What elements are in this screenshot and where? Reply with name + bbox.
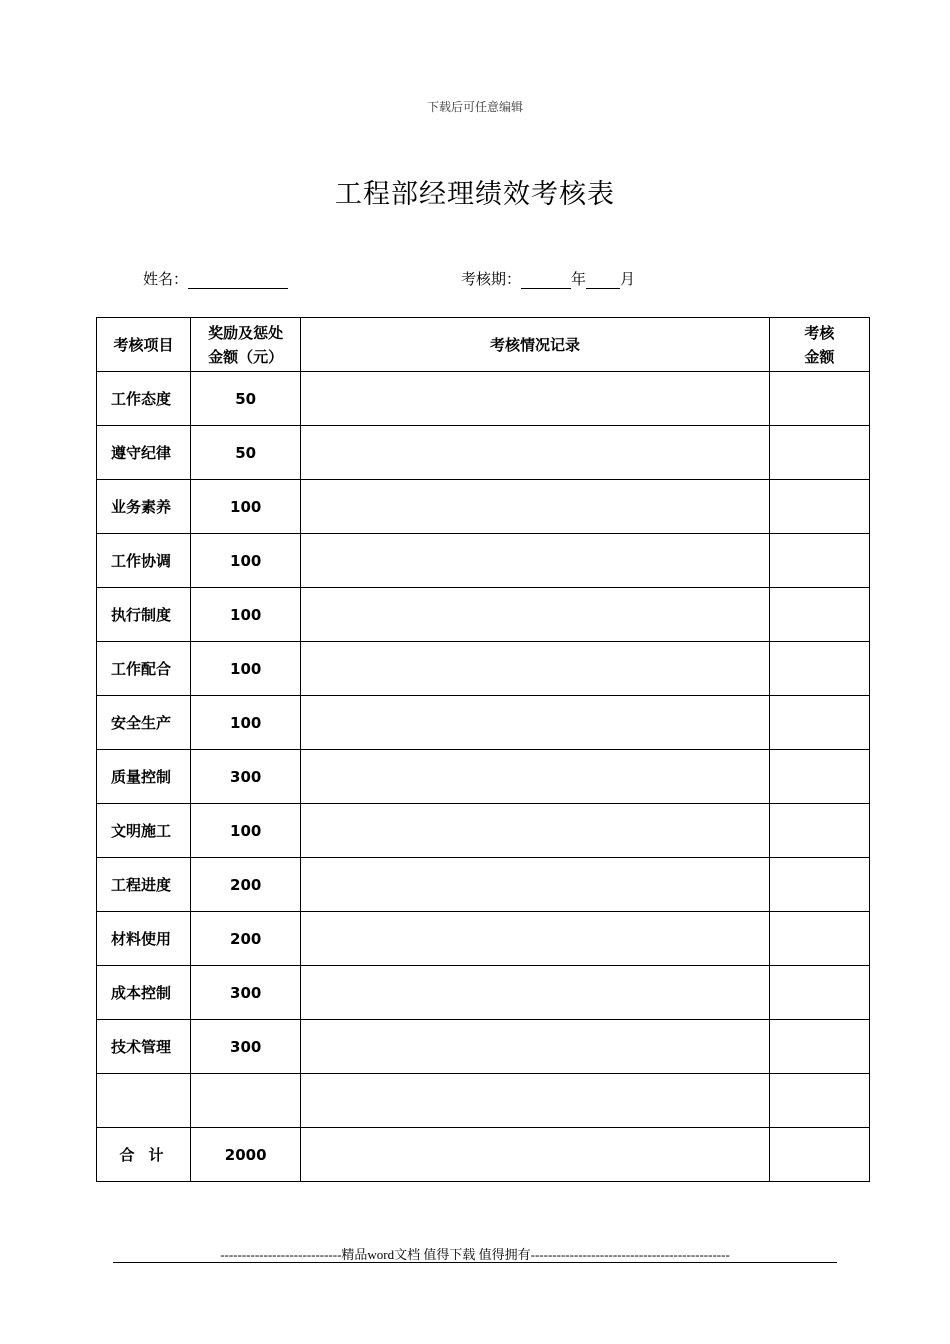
period-label: 考核期：: [461, 270, 522, 288]
table-row: [97, 912, 870, 966]
score-cell[interactable]: [769, 750, 869, 804]
footer-text: ----------------------------精品word文档 值得下载 值得拥有----------------------------------------------: [220, 1247, 730, 1262]
amount-cell: 300: [191, 1020, 301, 1074]
header-item: 考核项目: [97, 318, 191, 372]
record-cell[interactable]: [301, 1020, 770, 1074]
score-cell[interactable]: [769, 372, 869, 426]
amount-cell: 100: [191, 588, 301, 642]
info-row: [0, 268, 950, 292]
item-cell: 材料使用: [97, 912, 191, 966]
record-cell[interactable]: [301, 858, 770, 912]
item-cell: 技术管理: [97, 1020, 191, 1074]
header-note: 下载后可任意编辑: [426, 100, 523, 114]
record-cell[interactable]: [301, 750, 770, 804]
header-amount-line1: 奖励及惩处: [208, 323, 284, 342]
item-cell: 文明施工: [97, 804, 191, 858]
item-cell: 安全生产: [97, 696, 191, 750]
table-row: [97, 426, 870, 480]
amount-cell: 100: [191, 534, 301, 588]
record-cell[interactable]: [301, 534, 770, 588]
name-field-group: [143, 268, 288, 289]
item-cell: 工作协调: [97, 534, 191, 588]
record-cell[interactable]: [301, 912, 770, 966]
table-row: [97, 696, 870, 750]
total-amount: 2000: [191, 1128, 301, 1182]
record-cell[interactable]: [301, 804, 770, 858]
amount-cell: 300: [191, 966, 301, 1020]
table-header-row: [97, 318, 870, 372]
score-cell[interactable]: [769, 912, 869, 966]
amount-cell: 100: [191, 642, 301, 696]
item-cell[interactable]: [97, 1074, 191, 1128]
header-record: 考核情况记录: [301, 318, 770, 372]
name-label: 姓名：: [143, 270, 189, 288]
year-label: 年: [571, 270, 587, 288]
table-row: [97, 534, 870, 588]
total-row: [97, 1128, 870, 1182]
record-cell[interactable]: [301, 1074, 770, 1128]
amount-cell: 300: [191, 750, 301, 804]
header-amount: [191, 318, 301, 372]
record-cell[interactable]: [301, 966, 770, 1020]
record-cell[interactable]: [301, 480, 770, 534]
score-cell[interactable]: [769, 642, 869, 696]
score-cell[interactable]: [769, 858, 869, 912]
record-cell[interactable]: [301, 696, 770, 750]
score-cell[interactable]: [769, 966, 869, 1020]
table-row: [97, 372, 870, 426]
total-label: 合计: [97, 1128, 191, 1182]
item-cell: 工程进度: [97, 858, 191, 912]
item-cell: 遵守纪律: [97, 426, 191, 480]
amount-cell: 100: [191, 480, 301, 534]
score-cell[interactable]: [769, 480, 869, 534]
record-cell[interactable]: [301, 588, 770, 642]
record-cell[interactable]: [301, 426, 770, 480]
item-cell: 工作态度: [97, 372, 191, 426]
table-row: [97, 642, 870, 696]
amount-cell: 100: [191, 804, 301, 858]
total-score-cell[interactable]: [769, 1128, 869, 1182]
year-blank[interactable]: [521, 272, 571, 289]
score-cell[interactable]: [769, 1020, 869, 1074]
table-row: [97, 804, 870, 858]
table-row-empty: [97, 1074, 870, 1128]
header-score: [769, 318, 869, 372]
header-amount-line2: 金额（元）: [208, 347, 284, 366]
record-cell[interactable]: [301, 642, 770, 696]
score-cell[interactable]: [769, 534, 869, 588]
amount-cell: 50: [191, 426, 301, 480]
header-score-line1: 考核: [804, 323, 835, 342]
page-title: 工程部经理绩效考核表: [335, 179, 615, 210]
table-row: [97, 966, 870, 1020]
table-row: [97, 1020, 870, 1074]
score-cell[interactable]: [769, 1074, 869, 1128]
amount-cell[interactable]: [191, 1074, 301, 1128]
name-blank[interactable]: [188, 272, 288, 289]
footer-divider: [113, 1262, 837, 1263]
amount-cell: 200: [191, 858, 301, 912]
review-table: [96, 317, 870, 1182]
table-row: [97, 480, 870, 534]
header-score-line2: 金额: [804, 347, 835, 366]
item-cell: 质量控制: [97, 750, 191, 804]
item-cell: 工作配合: [97, 642, 191, 696]
table-row: [97, 858, 870, 912]
table-row: [97, 588, 870, 642]
amount-cell: 100: [191, 696, 301, 750]
item-cell: 执行制度: [97, 588, 191, 642]
score-cell[interactable]: [769, 804, 869, 858]
item-cell: 业务素养: [97, 480, 191, 534]
score-cell[interactable]: [769, 426, 869, 480]
item-cell: 成本控制: [97, 966, 191, 1020]
period-field-group: [461, 268, 635, 289]
record-cell[interactable]: [301, 372, 770, 426]
month-label: 月: [620, 270, 636, 288]
month-blank[interactable]: [586, 272, 620, 289]
table-row: [97, 750, 870, 804]
score-cell[interactable]: [769, 588, 869, 642]
amount-cell: 200: [191, 912, 301, 966]
amount-cell: 50: [191, 372, 301, 426]
score-cell[interactable]: [769, 696, 869, 750]
total-record-cell[interactable]: [301, 1128, 770, 1182]
